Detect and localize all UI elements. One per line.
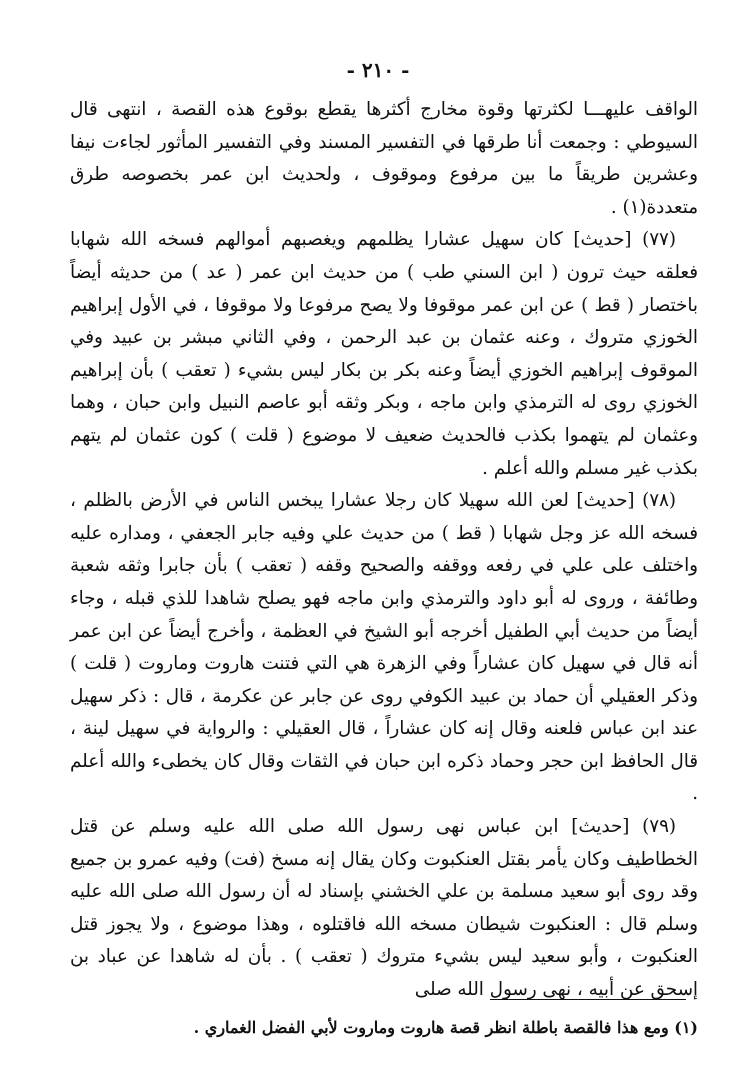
paragraph-continuation <box>70 94 698 224</box>
hadith-tag: [حديث] <box>571 816 630 838</box>
hadith-tag: [حديث] <box>573 229 632 251</box>
hadith-text: كان سهيل عشارا يظلمهم ويغصبهم أموالهم فسخه الله شهابا فعلقه حيث ترون ( ابن السني طب ) من حديث ابن عمر ( عد ) من حديثه أيضاً باختصار ( قط ) عن ابن عمر موقوفا ولا يصح مرفوعا ولا موقوفا ، في الأول إبراهيم الخوزي متروك ، وعنه عثمان بن عبد الرحمن ، وفي الثاني مبشر بن عبيد وفي الموقوف إبراهيم الخوزي أيضاً وعنه بكر بن بكار ليس بشيء ( تعقب ) بأن إبراهيم الخوزي روى له الترمذي وابن ماجه ، وبكر وثقه أبو عاصم النبيل وابن حبان ، وهما وعثمان لم يتهموا بكذب فالحديث ضعيف لا موضوع ( قلت ) كون عثمان لم يتهم بكذب غير مسلم والله أعلم . <box>70 229 698 479</box>
footnote: (١) ومع هذا فالقصة باطلة انظر قصة هاروت وماروت لأبي الفضل الغماري . <box>193 1018 698 1037</box>
paragraph-text: الواقف عليهـــا لكثرتها وقوة مخارج أكثرها يقطع بوقوع هذه القصة ، انتهى قال السيوطي : وجمعت أنا طرقها في التفسير المسند وفي التفسير المأثور لجاءت نيفا وعشرين طريقاً ما بين مرفوع وموقوف ، ولحديث ابن عمر بخصوصه طرق متعددة(١) . <box>70 99 698 218</box>
hadith-tag: [حديث] <box>576 490 635 512</box>
page-number: - ٢١٠ - <box>346 58 410 82</box>
hadith-text: ابن عباس نهى رسول الله صلى الله عليه وسلم عن قتل الخطاطيف وكان يأمر بقتل العنكبوت وكان يقال إنه مسخ (فت) وفيه عمرو بن جميع وقد روى أبو سعيد مسلمة بن علي الخشني بإسناد له أن رسول الله صلى الله عليه وسلم قال : العنكبوت شيطان مسخه الله فاقتلوه ، وهذا موضوع ، ولا يجوز قتل العنكبوت ، وأبو سعيد ليس بشيء متروك ( تعقب ) . بأن له شاهدا عن عباد بن إسحق عن أبيه ، نهى رسول الله صلى <box>70 816 698 1001</box>
hadith-entry-77 <box>70 224 698 485</box>
main-text <box>70 94 698 1007</box>
hadith-entry-78 <box>70 485 698 811</box>
hadith-number: (٧٩) <box>642 816 677 838</box>
footnote-separator <box>490 999 686 1000</box>
hadith-entry-79 <box>70 811 698 1007</box>
hadith-number: (٧٧) <box>642 229 677 251</box>
hadith-text: لعن الله سهيلا كان رجلا عشارا يبخس الناس في الأرض بالظلم ، فسخه الله عز وجل شهابا ( قط ) من حديث علي وفيه جابر الجعفي ، ومداره عليه واختلف على علي في رفعه ووقفه والصحيح وقفه ( تعقب ) بأن جابرا وثقه شعبة وطائفة ، وروى له أبو داود والترمذي وابن ماجه فهو يصلح شاهدا للذي قبله ، وجاء أيضاً من حديث أبي الطفيل أخرجه أبو الشيخ في العظمة ، وأخرج أيضاً عن ابن عمر أنه قال في سهيل كان عشاراً وفي الزهرة هي التي فتنت هاروت وماروت ( قلت ) وذكر العقيلي أن حماد بن عبيد الكوفي روى عن جابر عن عكرمة ، قال : ذكر سهيل عند ابن عباس فلعنه وقال إنه كان عشاراً ، قال العقيلي : والرواية في سهيل لينة ، قال الحافظ ابن حجر وحماد ذكره ابن حبان في الثقات وقال كان يخطىء والله أعلم . <box>70 490 698 805</box>
hadith-number: (٧٨) <box>642 490 677 512</box>
